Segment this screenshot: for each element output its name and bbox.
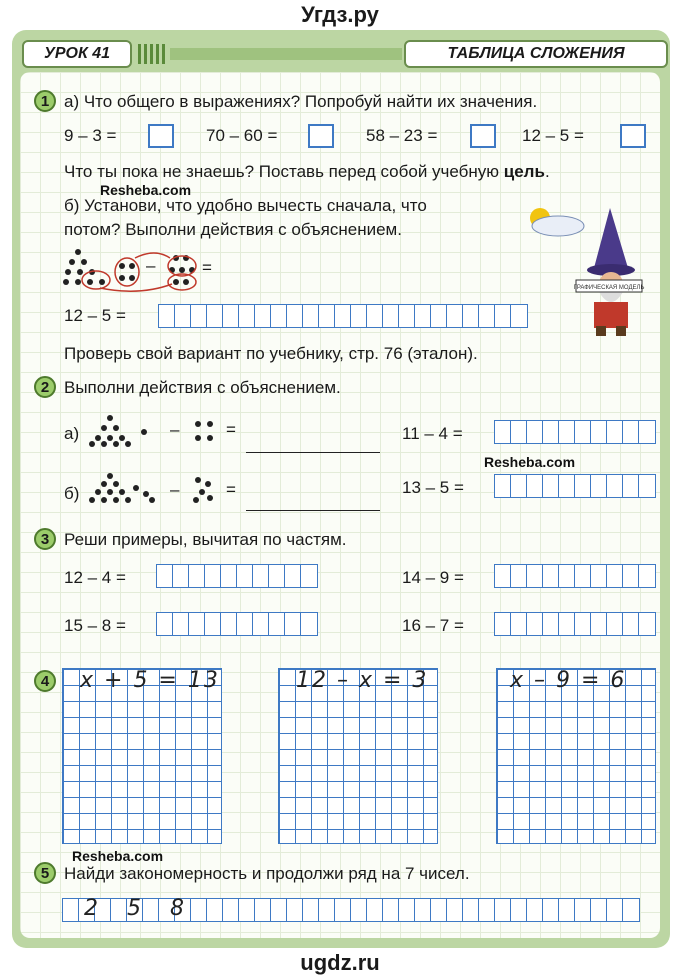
answer-box[interactable]	[620, 124, 646, 148]
task3-expr-3: 15 – 8 =	[64, 616, 126, 635]
task-number-1: 1	[34, 90, 56, 112]
task1-b-line1: б) Установи, что удобно вычесть сначала, что	[64, 196, 427, 215]
answer-cells[interactable]	[156, 612, 318, 636]
site-header-text: Угдз.ру	[301, 2, 379, 27]
task3-expr-4: 16 – 7 =	[402, 616, 464, 635]
equation-grid-2[interactable]	[278, 668, 438, 844]
task2-expr-2: 13 – 5 =	[402, 478, 464, 497]
task2-a-dots	[88, 412, 218, 448]
task2-title: Выполни действия с объяснением.	[64, 378, 341, 397]
task2-expr-1: 11 – 4 =	[402, 424, 463, 443]
task1-expr-2: 70 – 60 =	[206, 126, 278, 145]
task5-title: Найди закономерность и продолжи ряд на 7 чисел.	[64, 864, 470, 883]
task1-expr-12-5: 12 – 5 =	[64, 306, 126, 325]
site-footer-text: ugdz.ru	[300, 950, 380, 975]
answer-cells[interactable]	[158, 304, 528, 328]
equation-grid-3[interactable]	[496, 668, 656, 844]
equation-1: x + 5 = 13	[80, 668, 220, 693]
watermark: Resheba.com	[100, 182, 192, 198]
task1-a-text: а) Что общего в выражениях? Попробуй найти их значения.	[64, 92, 538, 111]
task3-title: Реши примеры, вычитая по частям.	[64, 530, 347, 549]
task-number-3: 3	[34, 528, 56, 550]
task1-minus-sign: –	[146, 256, 156, 275]
task2-b-dots	[88, 470, 218, 506]
task2-a-equals: =	[226, 420, 236, 439]
equation-grid-1[interactable]	[62, 668, 222, 844]
task2-a-minus: –	[170, 420, 180, 439]
answer-line[interactable]	[246, 510, 380, 511]
wizard-illustration	[522, 198, 652, 338]
task1-expr-4: 12 – 5 =	[522, 126, 584, 145]
task2-b-minus: –	[170, 480, 180, 499]
equation-3: x – 9 = 6	[510, 668, 627, 693]
wizard-sign-text: ГРАФИЧЕСКАЯ МОДЕЛЬ	[573, 285, 645, 291]
watermark: Resheba.com	[484, 454, 576, 470]
task1-goal-text: Что ты пока не знаешь? Поставь перед собой учебную цель.	[64, 162, 550, 181]
answer-box[interactable]	[470, 124, 496, 148]
task1-expr-3: 58 – 23 =	[366, 126, 438, 145]
answer-cells[interactable]	[494, 474, 656, 498]
task3-expr-2: 14 – 9 =	[402, 568, 464, 587]
lesson-tag: УРОК 41	[22, 40, 132, 68]
task-number-5: 5	[34, 862, 56, 884]
answer-line[interactable]	[246, 452, 380, 453]
task2-a-label: а)	[64, 424, 80, 443]
answer-cells[interactable]	[494, 564, 656, 588]
task-number-2: 2	[34, 376, 56, 398]
task3-expr-1: 12 – 4 =	[64, 568, 126, 587]
task1-expr-1: 9 – 3 =	[64, 126, 117, 145]
watermark: Resheba.com	[72, 848, 164, 864]
task-number-4: 4	[34, 670, 56, 692]
task2-b-equals: =	[226, 480, 236, 499]
task1-check-text: Проверь свой вариант по учебнику, стр. 76 (эталон).	[64, 344, 478, 363]
answer-cells[interactable]	[494, 612, 656, 636]
answer-cells[interactable]	[156, 564, 318, 588]
task2-b-label: б)	[64, 484, 80, 503]
task1-equals-sign: =	[202, 258, 212, 277]
equation-2: 12 – x = 3	[296, 668, 429, 693]
decorative-bar	[170, 48, 402, 60]
task1-b-line2: потом? Выполни действия с объяснением.	[64, 220, 402, 239]
decorative-stripes	[138, 44, 168, 64]
answer-cells[interactable]	[494, 420, 656, 444]
series-values: 2 5 8	[84, 896, 186, 921]
topic-tag: ТАБЛИЦА СЛОЖЕНИЯ	[404, 40, 668, 68]
answer-box[interactable]	[148, 124, 174, 148]
answer-box[interactable]	[308, 124, 334, 148]
